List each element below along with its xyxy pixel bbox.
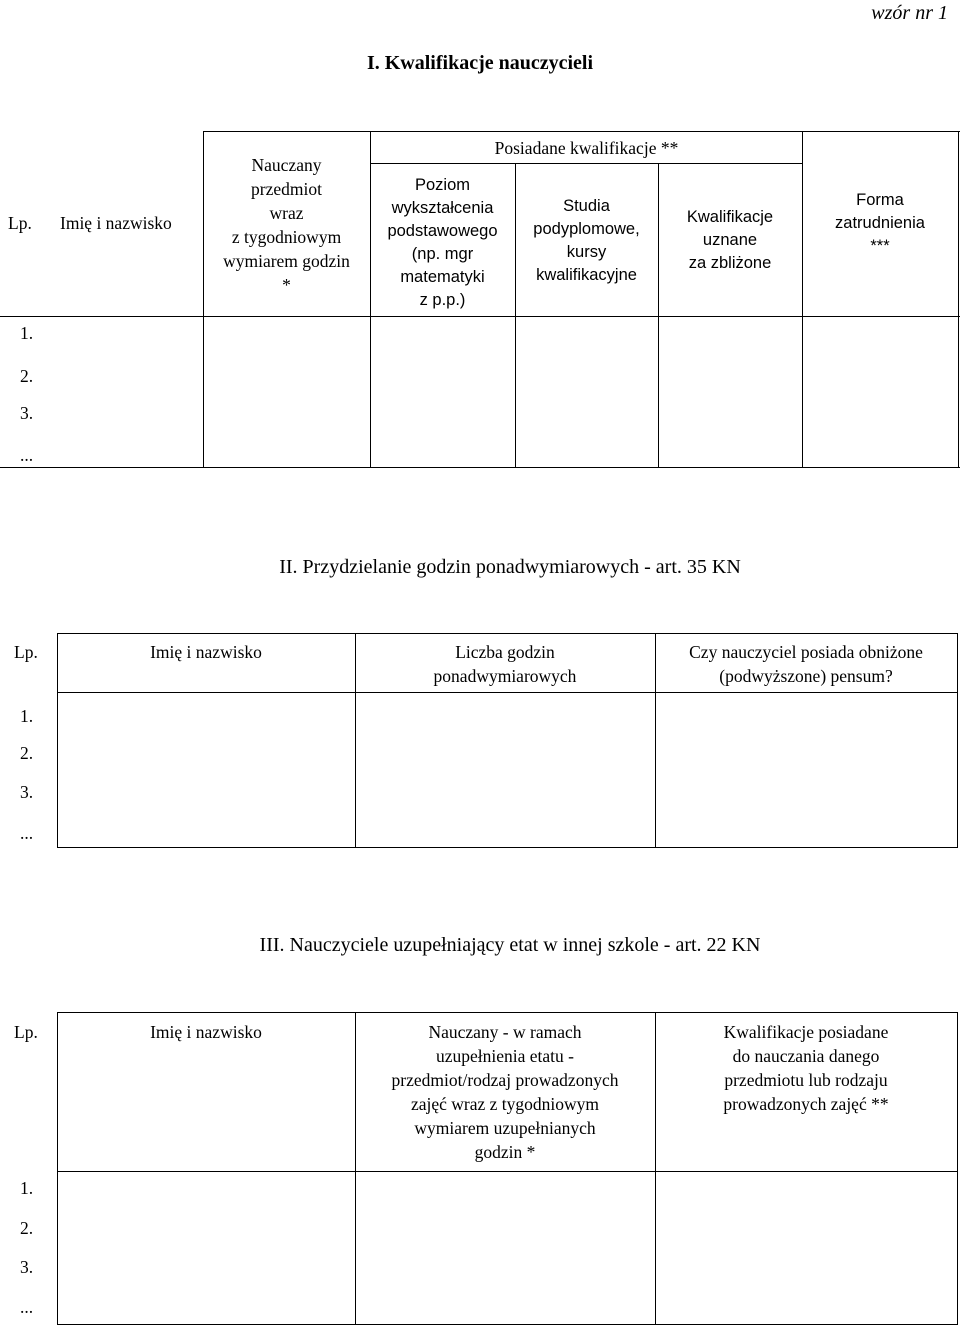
row-number: 3.	[20, 403, 34, 423]
header-employment: Forma zatrudnienia ***	[835, 191, 925, 255]
header-studies: Studia podyplomowe, kursy kwalifikacyjne	[533, 197, 640, 284]
header-name: Imię i nazwisko	[150, 642, 262, 662]
section-2-title: II. Przydzielanie godzin ponadwymiarowych - art. 35 KN	[279, 556, 741, 578]
row-number: ...	[20, 1297, 34, 1317]
section-1-title: I. Kwalifikacje nauczycieli	[366, 52, 594, 74]
header-name: Imię i nazwisko	[150, 1022, 262, 1042]
header-qualifications: Kwalifikacje posiadane do nauczania danego przedmiotu lub rodzaju prowadzonych zajęć **	[723, 1022, 889, 1114]
row-number: 3.	[20, 782, 34, 802]
header-overtime-hours: Liczba godzin ponadwymiarowych	[433, 642, 577, 686]
row-number: 2.	[20, 366, 34, 386]
row-number: 3.	[20, 1257, 34, 1277]
header-taught-subject: Nauczany - w ramach uzupełnienia etatu - przedmiot/rodzaj prowadzonych zajęć wraz z tygodniowym wymiarem uzupełnianych godzin *	[391, 1022, 619, 1162]
row-number: 1.	[20, 323, 34, 343]
row-number: 1.	[20, 1178, 34, 1198]
row-number: ...	[20, 445, 34, 465]
row-number: ...	[20, 823, 34, 843]
header-lp: Lp.	[14, 642, 38, 662]
template-label: wzór nr 1	[871, 2, 948, 24]
header-education: Poziom wykształcenia podstawowego (np. mgr matematyki z p.p.)	[387, 176, 498, 309]
header-pensum: Czy nauczyciel posiada obniżone (podwyższone) pensum?	[689, 642, 923, 686]
section-3-title: III. Nauczyciele uzupełniający etat w innej szkole - art. 22 KN	[259, 934, 761, 956]
row-number: 1.	[20, 706, 34, 726]
header-subject: Nauczany przedmiot wraz z tygodniowym wymiarem godzin *	[223, 155, 350, 295]
header-recognized: Kwalifikacje uznane za zbliżone	[686, 208, 774, 272]
row-number: 2.	[20, 743, 34, 763]
header-qualifications-group: Posiadane kwalifikacje **	[494, 138, 679, 158]
row-number: 2.	[20, 1218, 34, 1238]
header-lp: Lp.	[8, 213, 32, 233]
header-lp: Lp.	[14, 1022, 38, 1042]
header-name: Imię i nazwisko	[60, 213, 172, 233]
